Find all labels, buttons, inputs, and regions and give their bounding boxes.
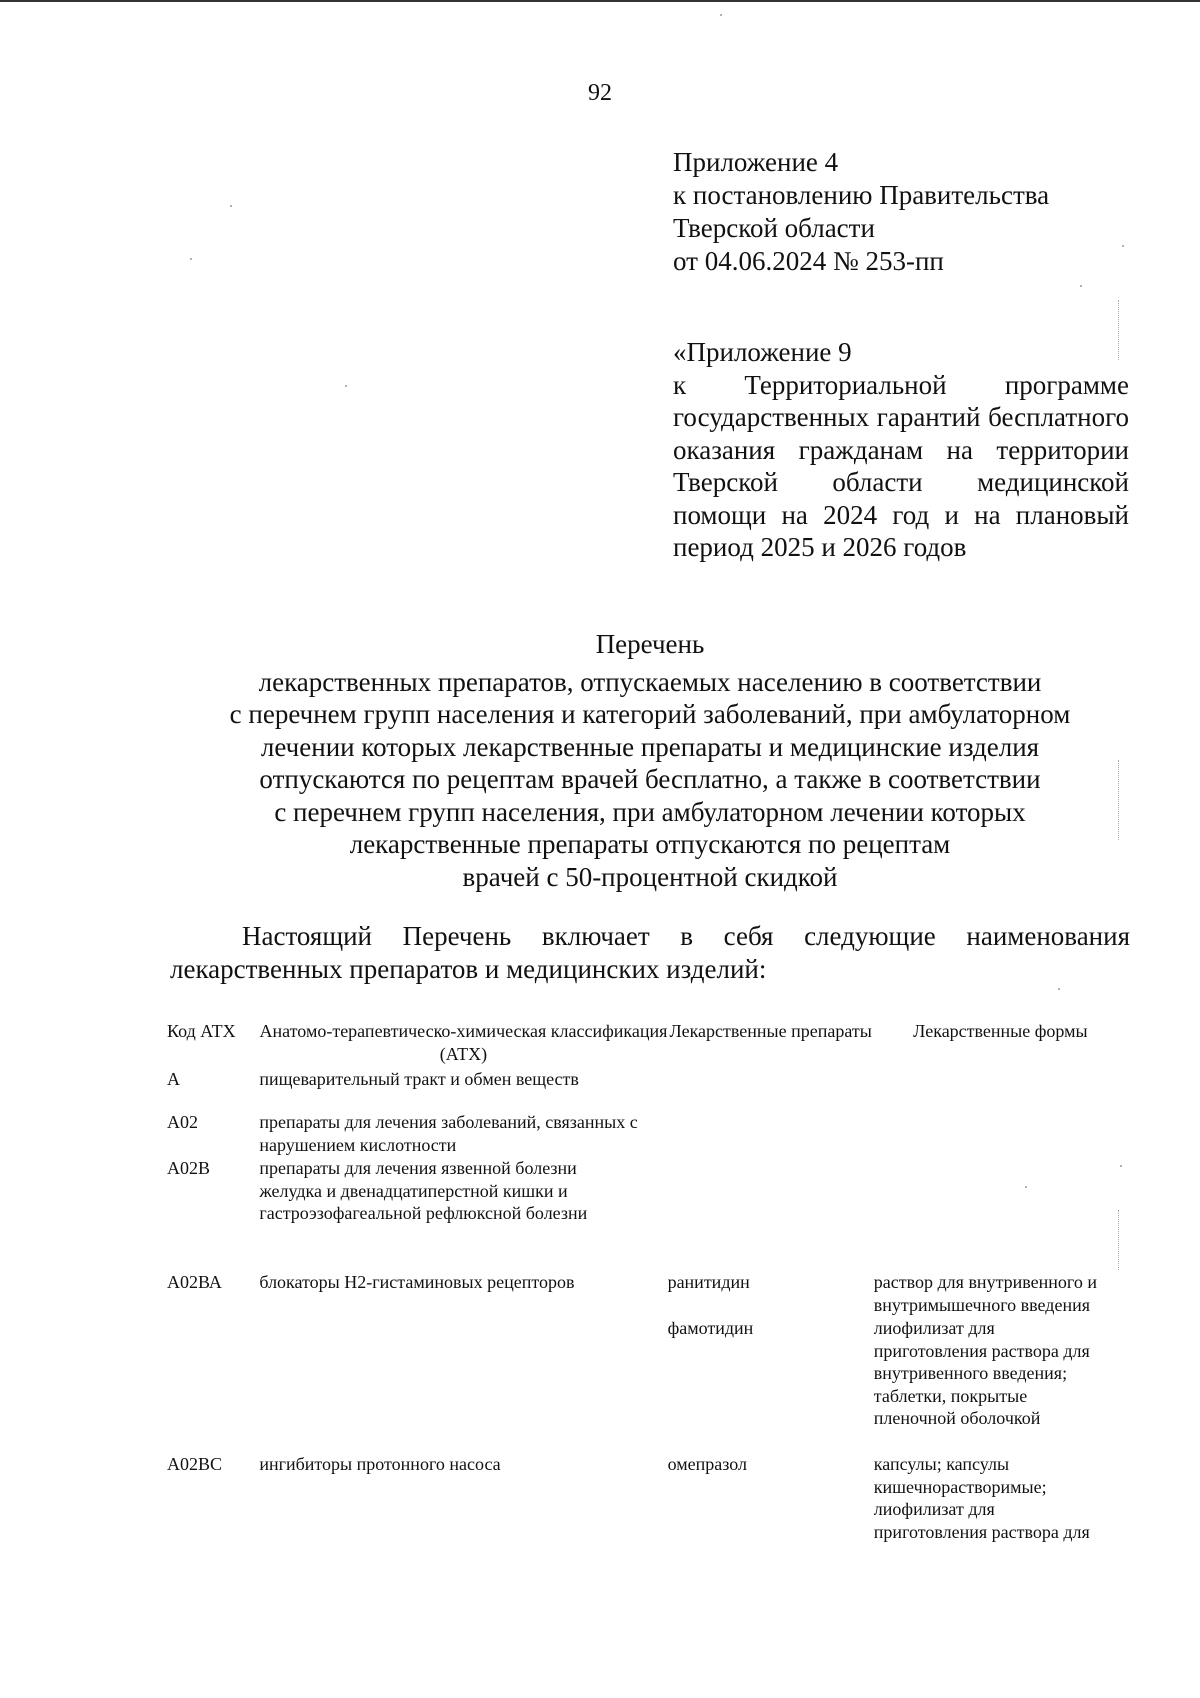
cell-code: [167, 1317, 259, 1453]
scan-artifact: [345, 385, 347, 387]
document-title: [0, 628, 1200, 893]
atx-table: [167, 1020, 1127, 1543]
cell-drug: ранитидин: [667, 1272, 750, 1292]
cell-forms: лиофилизат для приготовления раствора для внутривенного введения; таблетки, покрытые пленочной оболочкой: [873, 1318, 1090, 1428]
title-line: лекарственные препараты отпускаются по рецептам: [349, 829, 951, 859]
table-row: [167, 1111, 1127, 1157]
scan-artifact: [1122, 245, 1124, 247]
scan-artifact: [190, 258, 192, 260]
cell-forms: раствор для внутривенного и внутримышечного введения: [873, 1272, 1098, 1315]
cell-forms: [874, 1111, 1127, 1157]
cell-drug: омепразол: [667, 1454, 747, 1474]
table-row: [167, 1157, 1127, 1271]
header-classification: Анатомо-терапевтическо-химическая классификация (АТХ): [259, 1021, 668, 1064]
appendix-4-line: Приложение 4: [673, 147, 839, 177]
appendix-9-text: к Территориальной программе государственных гарантий бесплатного оказания гражданам на территории Тверской области медицинской помощи на 2024 год и на плановый период 2025 и 2026 годов: [673, 369, 1129, 562]
title-line: лечении которых лекарственные препараты и медицинские изделия: [260, 731, 1040, 762]
cell-classification: препараты для лечения заболеваний, связанных с нарушением кислотности: [259, 1112, 638, 1155]
title-line: с перечнем групп населения, при амбулаторном лечении которых: [274, 796, 1026, 827]
scan-artifact: [1118, 300, 1120, 360]
appendix-4-line: Тверской области: [673, 213, 875, 243]
cell-forms: [874, 1157, 1127, 1271]
appendix-9-block: [673, 336, 1129, 564]
intro-line: Настоящий Перечень включает в себя следующие наименования: [242, 921, 1130, 951]
cell-code: А02ВА: [167, 1272, 222, 1292]
page-top-edge: [0, 0, 1200, 2]
cell-code: А02: [167, 1112, 198, 1132]
table-row: [167, 1317, 1127, 1453]
scan-artifact: [1120, 1165, 1122, 1167]
title-line: врачей с 50-процентной скидкой: [462, 861, 838, 892]
cell-forms: капсулы; капсулы кишечнорастворимые; лиофилизат для приготовления раствора для: [873, 1454, 1090, 1542]
appendix-4-block: [673, 146, 1049, 278]
scan-artifact: [230, 205, 232, 207]
title-heading: Перечень: [595, 629, 705, 659]
scan-artifact: [1025, 1186, 1027, 1188]
scan-artifact: [1058, 988, 1060, 990]
cell-code: А02В: [167, 1158, 211, 1178]
cell-classification: ингибиторы протонного насоса: [259, 1454, 501, 1474]
header-code: Код АТХ: [167, 1021, 236, 1041]
intro-paragraph: [170, 920, 1130, 986]
table-header-row: [167, 1020, 1127, 1065]
cell-classification: препараты для лечения язвенной болезни желудка и двенадцатиперстной кишки и гастроэзофагеальной рефлюксной болезни: [259, 1158, 588, 1223]
cell-code: А02ВС: [167, 1454, 223, 1474]
title-line: с перечнем групп населения и категорий заболеваний, при амбулаторном: [229, 699, 1071, 729]
cell-classification: пищеварительный тракт и обмен веществ: [259, 1069, 579, 1089]
cell-classification: блокаторы Н2-гистаминовых рецепторов: [259, 1272, 575, 1292]
page-number: 92: [588, 80, 612, 106]
table-row: [167, 1453, 1127, 1543]
appendix-9-head: «Приложение 9: [673, 337, 852, 367]
title-line: лекарственных препаратов, отпускаемых населению в соответствии: [258, 666, 1042, 697]
title-line: отпускаются по рецептам врачей бесплатно, а также в соответствии: [259, 764, 1041, 794]
appendix-4-line: к постановлению Правительства: [673, 180, 1050, 210]
cell-forms: [874, 1065, 1127, 1111]
scan-artifact: [720, 14, 722, 16]
scan-artifact: [1080, 285, 1082, 287]
header-drugs: Лекарственные препараты: [669, 1021, 872, 1041]
header-forms: Лекарственные формы: [913, 1021, 1088, 1041]
table-row: [167, 1065, 1127, 1111]
scan-artifact: [1118, 1210, 1120, 1270]
cell-drug: фамотидин: [667, 1318, 754, 1338]
cell-classification: [259, 1317, 667, 1453]
intro-line: лекарственных препаратов и медицинских изделий:: [170, 954, 767, 984]
cell-code: А: [167, 1069, 180, 1089]
cell-drug: [668, 1065, 874, 1111]
cell-drug: [668, 1111, 874, 1157]
appendix-4-line: от 04.06.2024 № 253-пп: [673, 246, 944, 276]
cell-drug: [668, 1157, 874, 1271]
table-row: [167, 1271, 1127, 1317]
scan-artifact: [1118, 760, 1120, 840]
